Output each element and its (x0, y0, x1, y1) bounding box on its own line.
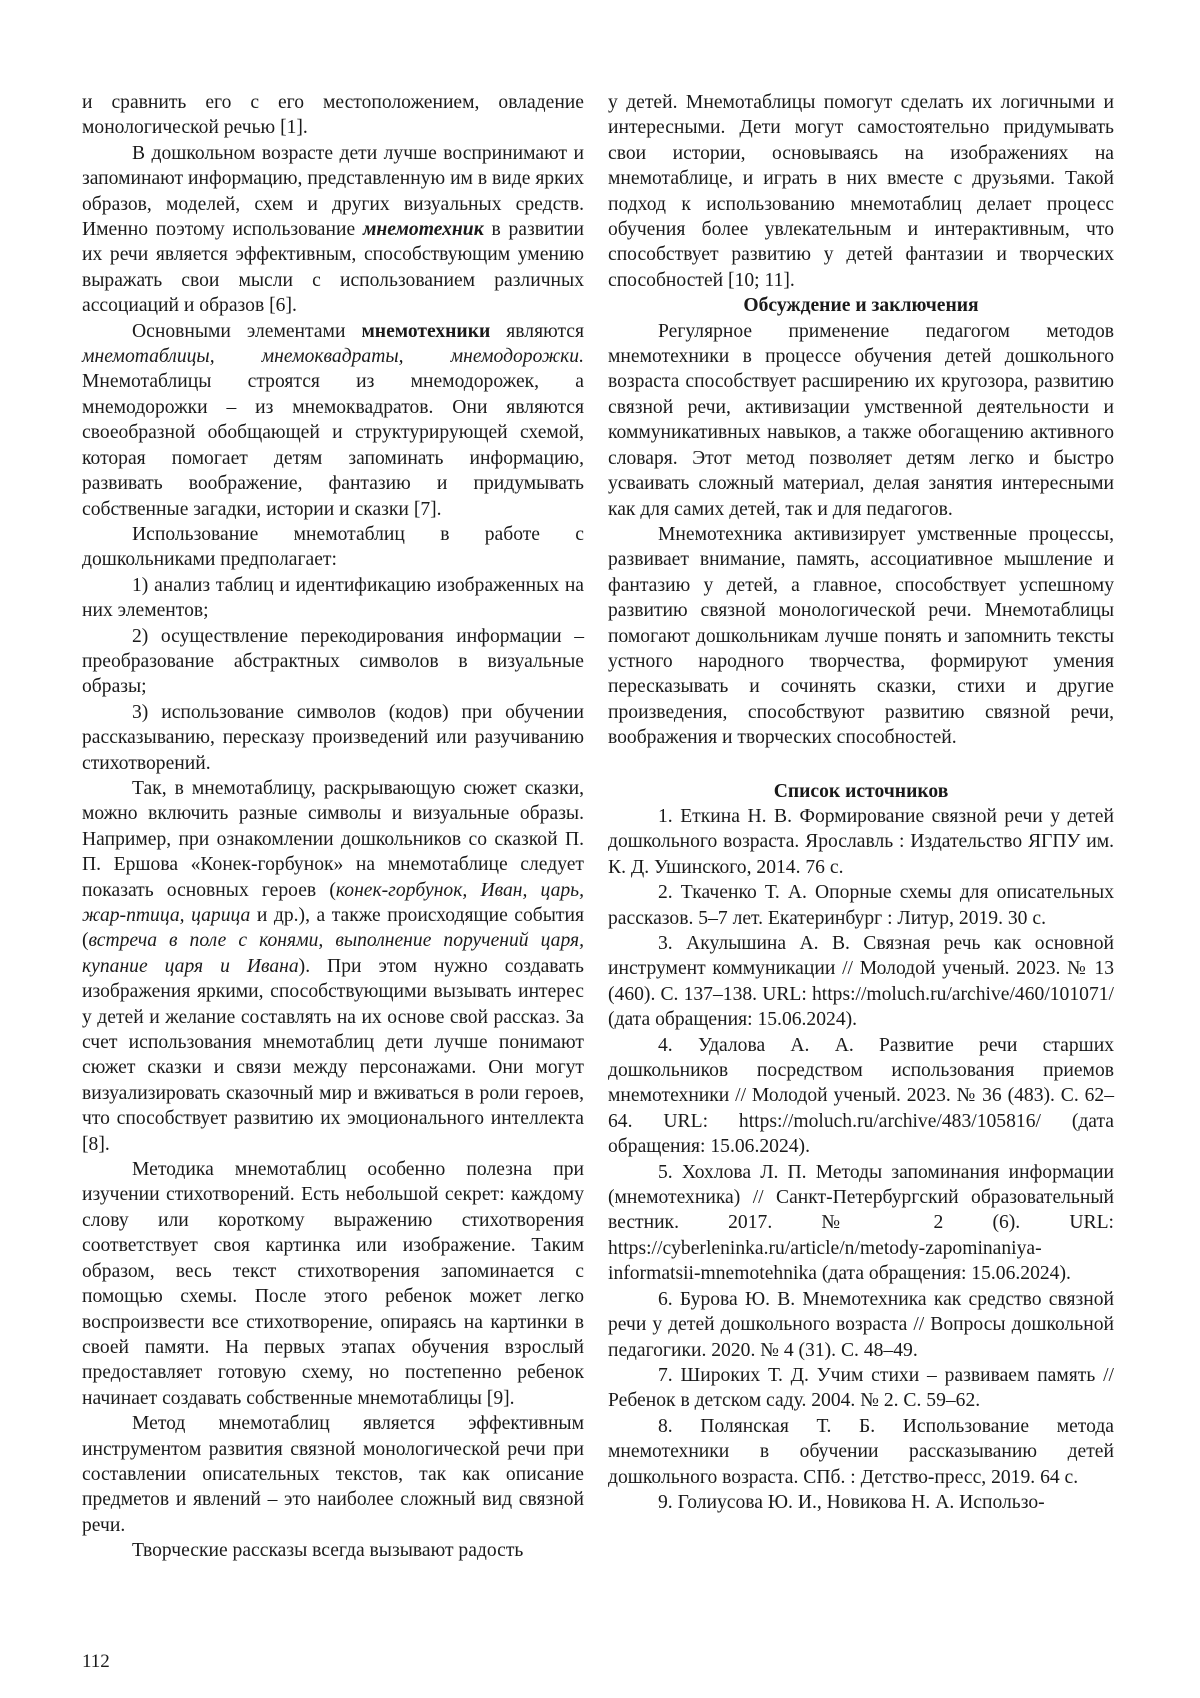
reference-list (608, 804, 1114, 1515)
list-item: 1) анализ таблиц и идентификацию изображенных на них элементов; (82, 574, 584, 622)
list-item: 2) осуществление перекодирования информации – преобразование абстрактных символов в визуальные образы; (82, 625, 584, 698)
reference-item: 4. Удалова А. А. Развитие речи старших дошкольников посредством использования приемов мнемотехники // Молодой ученый. 2023. № 36 (483). С. 62–64. URL: https://moluch.ru/archive/483/105816/ (дата обращения: 15.06.2024). (608, 1034, 1114, 1158)
reference-item: 7. Широких Т. Д. Учим стихи – развиваем память // Ребенок в детском саду. 2004. № 2. С. 59–62. (608, 1364, 1114, 1412)
reference-item: 3. Акулышина А. В. Связная речь как основной инструмент коммуникации // Молодой ученый. 2023. № 13 (460). С. 137–138. URL: https://moluch.ru/archive/460/101071/ (дата обращения: 15.06.2024). (608, 933, 1114, 1031)
paragraph: Основными элементами мнемотехники являются мнемотаблицы, мнемоквадраты, мнемодорожки. Мнемотаблицы строятся из мнемодорожек, а мнемодорожки – из мнемоквадратов. Они являются своеобразной обобщающей и структурирующей схемой, которая помогает детям запоминать информацию, развивать воображение, фантазию и придумывать собственные загадки, истории и сказки [7]. (82, 320, 584, 520)
paragraph: Регулярное применение педагогом методов мнемотехники в процессе обучения детей дошкольного возраста способствует расширению их кругозора, развитию связной речи, активизации умственной деятельности и коммуникативных навыков, а также обогащению активного словаря. Этот метод позволяет детям легко и быстро усваивать сложный материал, делая занятия интересными как для самих детей, так и для педагогов. (608, 320, 1114, 520)
reference-item: 5. Хохлова Л. П. Методы запоминания информации (мнемотехника) // Санкт-Петербургский образовательный вестник. 2017. № 2 (6). URL: https://cyberleninka.ru/article/n/metody-zapominaniya-informatsii-mnemotehnika (дата обращения: 15.06.2024). (608, 1161, 1114, 1285)
paragraph: Использование мнемотаблиц в работе с дошкольниками предполагает: (82, 523, 584, 571)
paragraph: Методика мнемотаблиц особенно полезна при изучении стихотворений. Есть небольшой секрет: каждому слову или короткому выражению стихотворения соответствует своя картинка или изображение. Таким образом, весь текст стихотворения запоминается с помощью схемы. После этого ребенок может легко воспроизвести все стихотворение, опираясь на картинки в своей памяти. На первых этапах обучения взрослый предоставляет готовую схему, но постепенно ребенок начинает создавать собственные мнемотаблицы [9]. (82, 1159, 584, 1409)
list-item: 3) использование символов (кодов) при обучении рассказыванию, пересказу произведений или разучиванию стихотворений. (82, 701, 584, 774)
reference-item: 2. Ткаченко Т. А. Опорные схемы для описательных рассказов. 5–7 лет. Екатеринбург : Литур, 2019. 30 с. (608, 882, 1114, 929)
reference-item: 9. Голиусова Ю. И., Новикова Н. А. Использо- (658, 1491, 1045, 1513)
paragraph: Мнемотехника активизирует умственные процессы, развивает внимание, память, ассоциативное мышление и фантазию у детей, а главное, способствует успешному развитию связной монологической речи. Мнемотаблицы помогают дошкольникам лучше понять и запомнить тексты устного народного творчества, формируют умения пересказывать и сочинять сказки, стихи и другие произведения, способствуют развитию связной речи, воображения и творческих способностей. (608, 523, 1114, 749)
reference-item: 6. Бурова Ю. В. Мнемотехника как средство связной речи у детей дошкольного возраста // Вопросы дошкольной педагогики. 2020. № 4 (31). С. 48–49. (608, 1288, 1114, 1361)
left-column (82, 90, 584, 1564)
paragraph: Метод мнемотаблиц является эффективным инструментом развития связной монологической речи при составлении описательных текстов, так как описание предметов и явлений – это наиболее сложный вид связной речи. (82, 1413, 584, 1536)
right-column (608, 90, 1114, 1515)
paragraph: В дошкольном возрасте дети лучше воспринимают и запоминают информацию, представленную им в виде ярких образов, моделей, схем и других визуальных средств. Именно поэтому использование мнемотехник в развитии их речи является эффективным, способствующим умению выражать свои мысли с использованием различных ассоциаций и образов [6]. (82, 142, 585, 317)
paragraph: Так, в мнемотаблицу, раскрывающую сюжет сказки, можно включить разные символы и визуальные образы. Например, при ознакомлении дошкольников со сказкой П. П. Ершова «Конек-горбунок» на мнемотаблице следует показать основных героев (конек-горбунок, Иван, царь, жар-птица, царица и др.), а также происходящие события (встреча в поле с конями, выполнение поручений царя, купание царя и Ивана). При этом нужно создавать изображения яркими, способствующими вызывать интерес у детей и желание составлять на их основе свой рассказ. За счет использования мнемотаблиц дети лучше понимают сюжет сказки и связи между персонажами. Они могут визуализировать сказочный мир и вживаться в роли героев, что способствует развитию их эмоционального интеллекта [8]. (82, 777, 584, 1155)
paragraph: и сравнить его с его местоположением, овладение монологической речью [1]. (82, 92, 584, 139)
paragraph: Творческие рассказы всегда вызывают радость (132, 1540, 524, 1562)
reference-item: 1. Еткина Н. В. Формирование связной речи у детей дошкольного возраста. Ярославль : Издательство ЯГПУ им. К. Д. Ушинского, 2014. 76 с. (608, 805, 1114, 878)
reference-item: 8. Полянская Т. Б. Использование метода мнемотехники в обучении рассказыванию детей дошкольного возраста. СПб. : Детство-пресс, 2019. 64 с. (608, 1415, 1114, 1488)
section-heading-discussion: Обсуждение и заключения (743, 295, 979, 317)
page-number: 112 (82, 1651, 110, 1672)
section-heading-references: Список источников (773, 780, 949, 802)
paragraph: у детей. Мнемотаблицы помогут сделать их логичными и интересными. Дети могут самостоятельно придумывать свои истории, основываясь на изображениях на мнемотаблице, и играть в них вместе с друзьями. Такой подход к использованию мнемотаблиц делает процесс обучения более увлекательным и интерактивным, что способствует развитию у детей фантазии и творческих способностей [10; 11]. (608, 92, 1114, 291)
